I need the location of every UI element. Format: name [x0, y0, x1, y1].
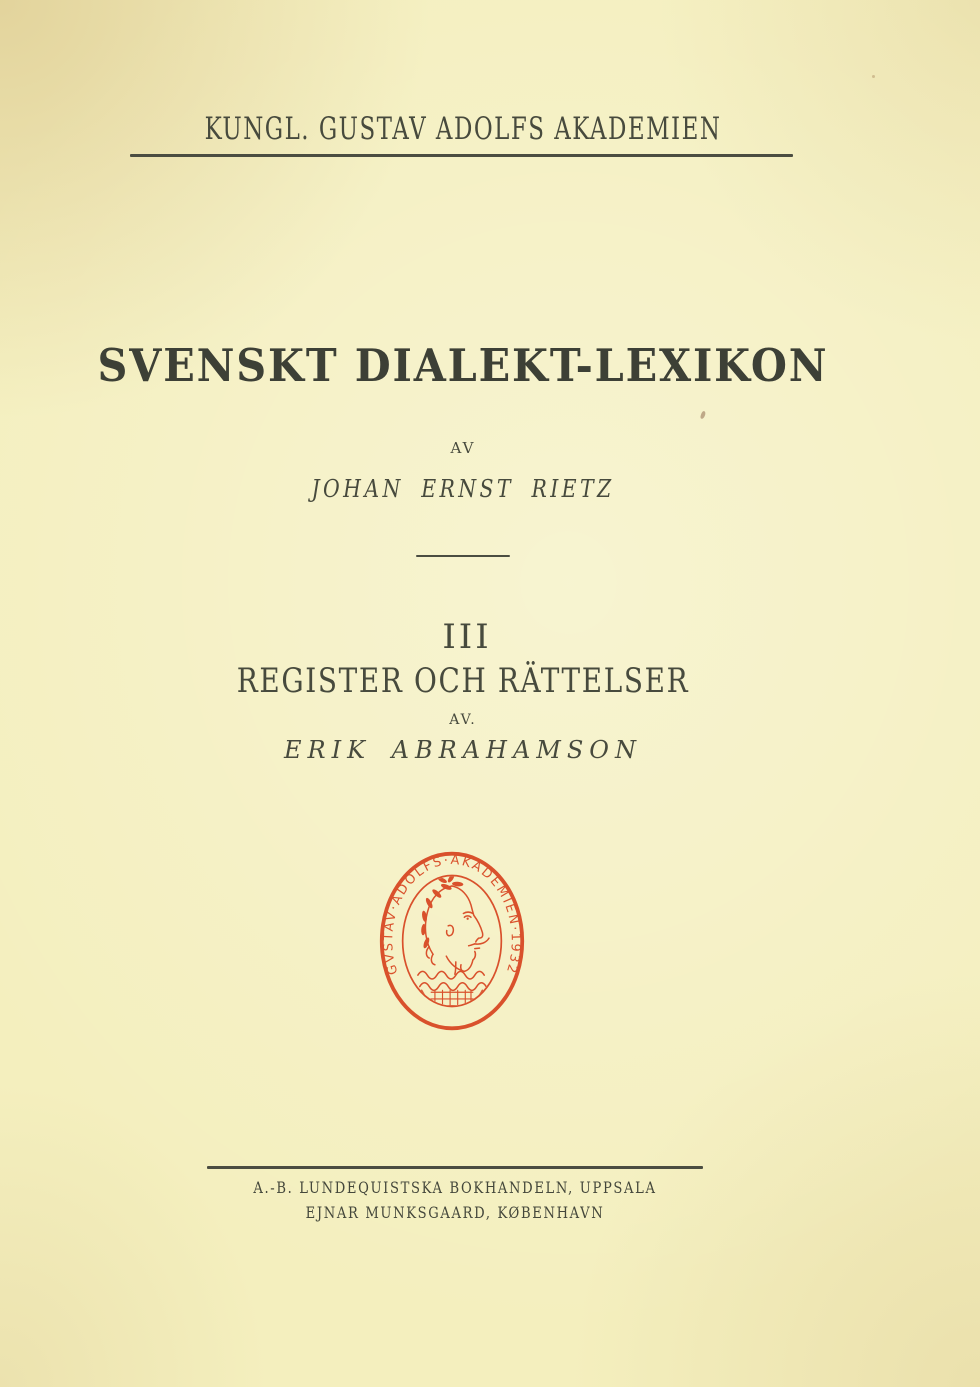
print-speck — [700, 411, 706, 420]
volume-number: III — [442, 617, 492, 657]
seal-rim-text: GVSTAV·ADOLFS·AKADEMIEN·1932 — [381, 852, 523, 977]
editor-name: ERIK ABRAHAMSON — [284, 736, 642, 764]
institution-header: KUNGL. GUSTAV ADOLFS AKADEMIEN — [204, 111, 722, 147]
gustav-adolfs-akademien-seal-icon — [376, 848, 528, 1034]
portrait-gustav-adolf — [418, 873, 489, 1007]
publisher-line-copenhagen: EJNAR MUNKSGAARD, KØBENHAVN — [305, 1203, 605, 1222]
book-title: SVENSKT DIALEKT-LEXIKON — [97, 339, 829, 392]
volume-subtitle: REGISTER OCH RÄTTELSER — [236, 661, 690, 701]
editor-byline-label: AV. — [449, 712, 477, 728]
publisher-line-uppsala: A.-B. LUNDEQUISTSKA BOKHANDELN, UPPSALA — [253, 1178, 657, 1197]
paper-speck — [872, 75, 875, 78]
imprint-rule — [207, 1166, 703, 1169]
header-rule — [130, 154, 793, 157]
author-name: JOHAN ERNST RIETZ — [311, 475, 615, 503]
byline-label: AV — [450, 439, 476, 457]
divider-rule — [416, 555, 510, 557]
